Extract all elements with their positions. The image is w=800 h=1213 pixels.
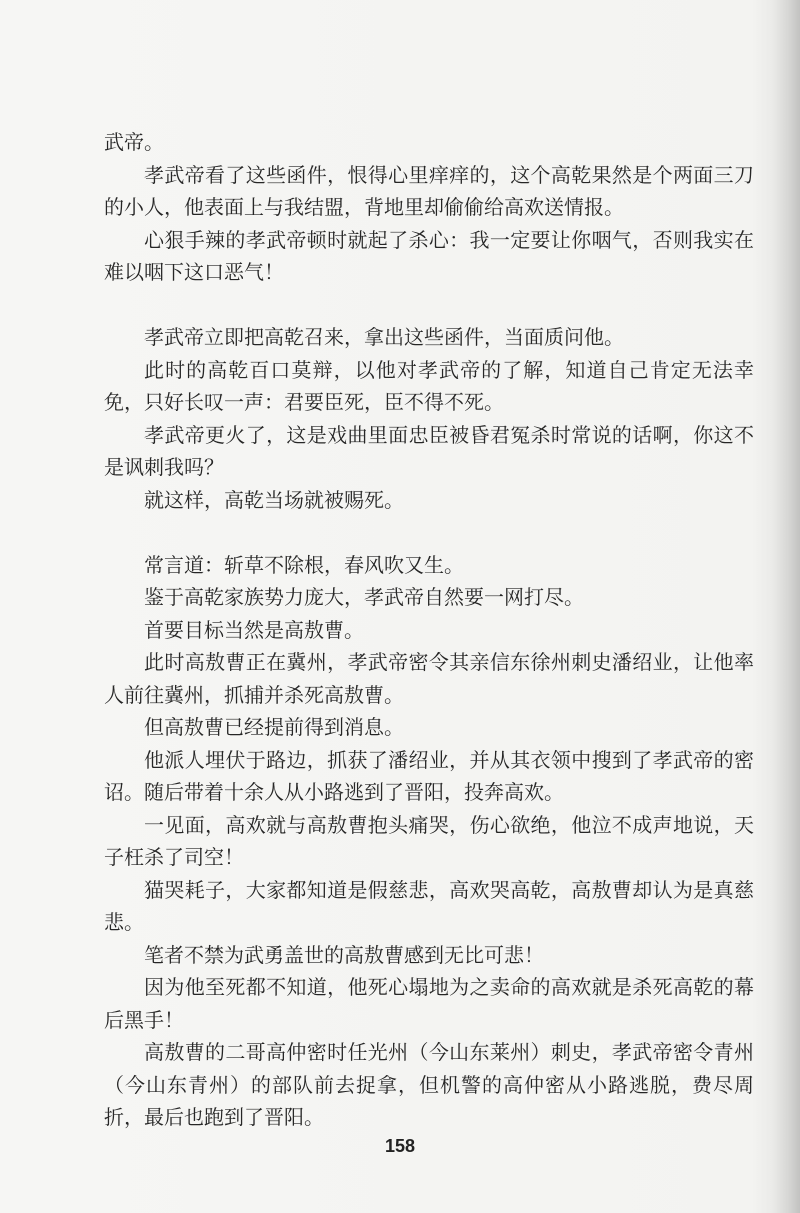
paragraph: 孝武帝更火了，这是戏曲里面忠臣被昏君冤杀时常说的话啊，你这不是讽刺我吗？ bbox=[104, 422, 754, 479]
paragraph: 首要目标当然是高敖曹。 bbox=[144, 617, 364, 642]
paragraph: 一见面，高欢就与高敖曹抱头痛哭，伤心欲绝，他泣不成声地说，天子枉杀了司空！ bbox=[104, 812, 754, 869]
paragraph: 他派人埋伏于路边，抓获了潘绍业，并从其衣领中搜到了孝武帝的密诏。随后带着十余人从小路逃到了晋阳，投奔高欢。 bbox=[104, 747, 754, 804]
paragraph: 孝武帝立即把高乾召来，拿出这些函件，当面质问他。 bbox=[144, 325, 624, 349]
paragraph: 笔者不禁为武勇盖世的高敖曹感到无比可悲！ bbox=[144, 942, 544, 967]
paragraph: 心狠手辣的孝武帝顿时就起了杀心：我一定要让你咽气，否则我实在难以咽下这口恶气！ bbox=[104, 227, 754, 284]
paragraph: 常言道：斩草不除根，春风吹又生。 bbox=[144, 552, 464, 577]
paragraph: 此时的高乾百口莫辩，以他对孝武帝的了解，知道自己肯定无法幸免，只好长叹一声：君要臣死，臣不得不死。 bbox=[104, 357, 754, 414]
paragraph: 猫哭耗子，大家都知道是假慈悲，高欢哭高乾，高敖曹却认为是真慈悲。 bbox=[104, 877, 754, 934]
paragraph: 鉴于高乾家族势力庞大，孝武帝自然要一网打尽。 bbox=[144, 585, 584, 609]
paragraph: 武帝。 bbox=[104, 130, 164, 154]
paragraph: 孝武帝看了这些函件，恨得心里痒痒的，这个高乾果然是个两面三刀的小人，他表面上与我结盟，背地里却偷偷给高欢送情报。 bbox=[104, 162, 754, 219]
paragraph: 但高敖曹已经提前得到消息。 bbox=[144, 715, 404, 739]
paragraph: 就这样，高乾当场就被赐死。 bbox=[144, 487, 404, 512]
body-text bbox=[104, 126, 754, 1134]
section-break bbox=[104, 516, 754, 549]
paragraph: 此时高敖曹正在冀州，孝武帝密令其亲信东徐州刺史潘绍业，让他率人前往冀州，抓捕并杀死高敖曹。 bbox=[104, 650, 754, 707]
page-number: 158 bbox=[384, 1136, 416, 1156]
section-break bbox=[104, 289, 754, 322]
paragraph: 高敖曹的二哥高仲密时任光州（今山东莱州）刺史，孝武帝密令青州（今山东青州）的部队前去捉拿，但机警的高仲密从小路逃脱，费尽周折，最后也跑到了晋阳。 bbox=[104, 1040, 754, 1129]
page-spine-shadow bbox=[772, 0, 800, 1213]
paragraph: 因为他至死都不知道，他死心塌地为之卖命的高欢就是杀死高乾的幕后黑手！ bbox=[104, 975, 754, 1032]
